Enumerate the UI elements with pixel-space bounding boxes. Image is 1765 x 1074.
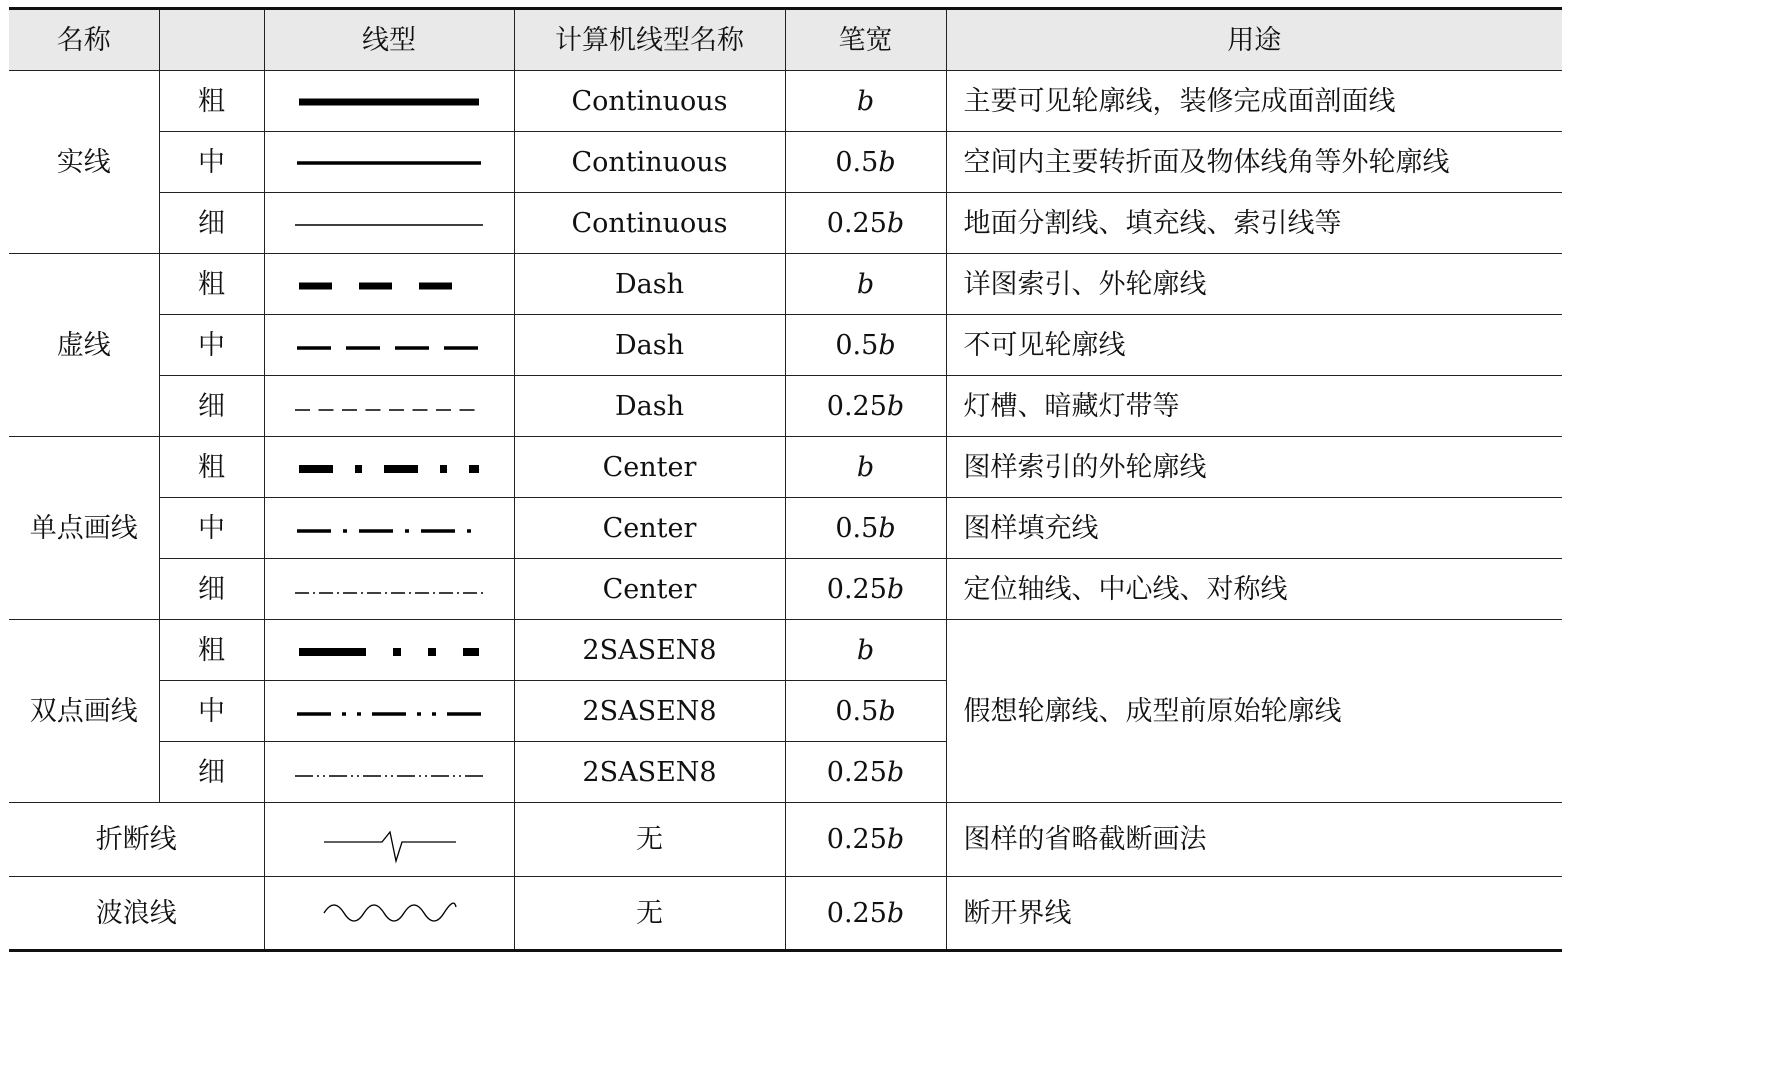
table-row <box>9 376 1562 437</box>
weight-cell: 细 <box>159 193 264 254</box>
cad-name-cell: 2SASEN8 <box>514 681 785 742</box>
line-sample-dash-thin <box>264 376 514 437</box>
table-row <box>9 315 1562 376</box>
header-blank <box>159 9 264 71</box>
pen-width-cell: 0.25b <box>785 559 946 620</box>
table-row <box>9 71 1562 132</box>
cad-name-cell: Center <box>514 437 785 498</box>
line-sample-break-line <box>264 803 514 877</box>
pen-width-cell: b <box>785 437 946 498</box>
table-row <box>9 132 1562 193</box>
cad-name-cell: 无 <box>514 877 785 951</box>
single-name: 波浪线 <box>9 877 264 951</box>
cad-name-cell: Continuous <box>514 132 785 193</box>
cad-name-cell: 2SASEN8 <box>514 742 785 803</box>
group-name: 单点画线 <box>9 437 159 620</box>
pen-width-cell: 0.5b <box>785 498 946 559</box>
line-sample-solid-thick <box>264 71 514 132</box>
line-sample-dash-medium <box>264 315 514 376</box>
line-sample-center-medium <box>264 498 514 559</box>
header-name: 名称 <box>9 9 159 71</box>
weight-cell: 粗 <box>159 437 264 498</box>
cad-name-cell: Center <box>514 498 785 559</box>
weight-cell: 中 <box>159 681 264 742</box>
line-sample-phantom-thick <box>264 620 514 681</box>
usage-cell: 不可见轮廓线 <box>946 315 1562 376</box>
usage-cell: 地面分割线、填充线、索引线等 <box>946 193 1562 254</box>
header-linetype: 线型 <box>264 9 514 71</box>
line-sample-solid-medium <box>264 132 514 193</box>
usage-cell: 假想轮廓线、成型前原始轮廓线 <box>946 620 1562 803</box>
table-row <box>9 254 1562 315</box>
header-row <box>9 9 1562 71</box>
usage-cell: 图样填充线 <box>946 498 1562 559</box>
weight-cell: 细 <box>159 376 264 437</box>
cad-name-cell: Dash <box>514 315 785 376</box>
pen-width-cell: 0.5b <box>785 315 946 376</box>
cad-name-cell: 无 <box>514 803 785 877</box>
table-row <box>9 498 1562 559</box>
usage-cell: 空间内主要转折面及物体线角等外轮廓线 <box>946 132 1562 193</box>
weight-cell: 细 <box>159 742 264 803</box>
line-sample-dash-thick <box>264 254 514 315</box>
weight-cell: 粗 <box>159 71 264 132</box>
header-pen-width: 笔宽 <box>785 9 946 71</box>
weight-cell: 中 <box>159 132 264 193</box>
header-cad-name: 计算机线型名称 <box>514 9 785 71</box>
weight-cell: 中 <box>159 498 264 559</box>
group-name: 双点画线 <box>9 620 159 803</box>
pen-width-cell: 0.5b <box>785 132 946 193</box>
weight-cell: 中 <box>159 315 264 376</box>
group-name: 虚线 <box>9 254 159 437</box>
pen-width-cell: 0.25b <box>785 803 946 877</box>
header-usage: 用途 <box>946 9 1562 71</box>
pen-width-cell: b <box>785 620 946 681</box>
cad-name-cell: Dash <box>514 254 785 315</box>
pen-width-cell: 0.25b <box>785 193 946 254</box>
line-type-table <box>9 7 1562 952</box>
cad-name-cell: Dash <box>514 376 785 437</box>
usage-cell: 定位轴线、中心线、对称线 <box>946 559 1562 620</box>
single-name: 折断线 <box>9 803 264 877</box>
cad-name-cell: Continuous <box>514 71 785 132</box>
line-sample-phantom-medium <box>264 681 514 742</box>
weight-cell: 粗 <box>159 620 264 681</box>
pen-width-cell: 0.25b <box>785 877 946 951</box>
table-row <box>9 620 1562 681</box>
pen-width-cell: b <box>785 71 946 132</box>
cad-name-cell: Center <box>514 559 785 620</box>
weight-cell: 粗 <box>159 254 264 315</box>
line-sample-wave-line <box>264 877 514 951</box>
table-row <box>9 559 1562 620</box>
usage-cell: 图样的省略截断画法 <box>946 803 1562 877</box>
usage-cell: 灯槽、暗藏灯带等 <box>946 376 1562 437</box>
table-row <box>9 437 1562 498</box>
group-name: 实线 <box>9 71 159 254</box>
cad-name-cell: Continuous <box>514 193 785 254</box>
weight-cell: 细 <box>159 559 264 620</box>
usage-cell: 图样索引的外轮廓线 <box>946 437 1562 498</box>
pen-width-cell: b <box>785 254 946 315</box>
table-row <box>9 803 1562 877</box>
table-row <box>9 877 1562 951</box>
line-sample-solid-thin <box>264 193 514 254</box>
usage-cell: 断开界线 <box>946 877 1562 951</box>
line-sample-center-thin <box>264 559 514 620</box>
usage-cell: 主要可见轮廓线，装修完成面剖面线 <box>946 71 1562 132</box>
line-sample-center-thick <box>264 437 514 498</box>
pen-width-cell: 0.25b <box>785 376 946 437</box>
pen-width-cell: 0.5b <box>785 681 946 742</box>
table-row <box>9 193 1562 254</box>
pen-width-cell: 0.25b <box>785 742 946 803</box>
cad-name-cell: 2SASEN8 <box>514 620 785 681</box>
usage-cell: 详图索引、外轮廓线 <box>946 254 1562 315</box>
line-sample-phantom-thin <box>264 742 514 803</box>
